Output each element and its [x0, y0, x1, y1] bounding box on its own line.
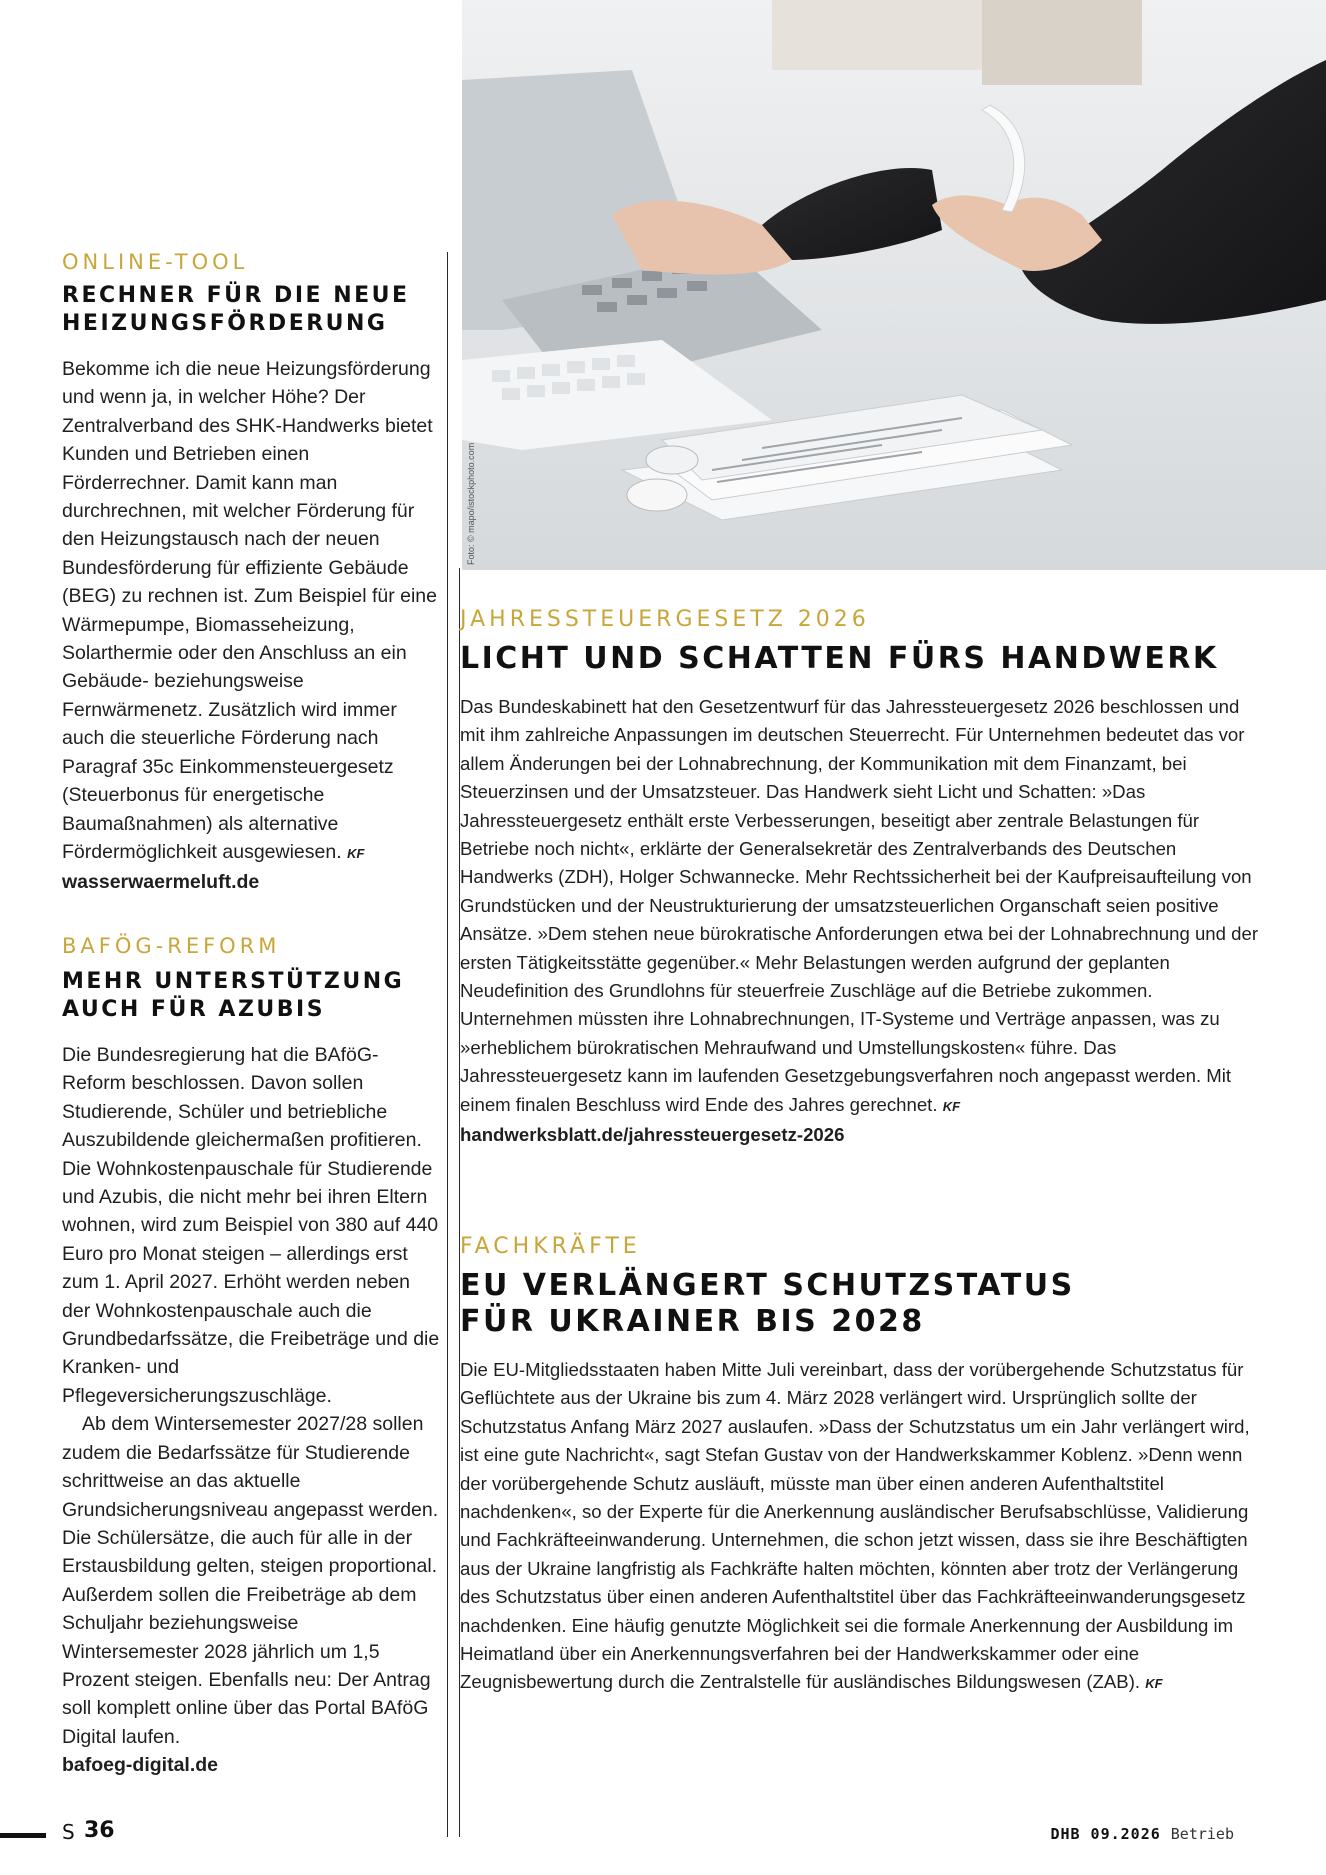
section-name: Betrieb	[1170, 1825, 1234, 1843]
column-divider-left	[447, 252, 448, 1837]
article-body: Die EU-Mitgliedsstaaten haben Mitte Juli vereinbart, dass der vorübergehende Schutzstatus für Geflüchtete aus der Ukraine bis zum 4. März 2028 verlängert wird. Ursprünglich sollte der Schutzstatus Anfang März 2027 auslaufen. »Dass der Schutzstatus um ein Jahr verlängert wird, ist eine gute Nachricht«, sagt Stefan Gustav von der Handwerkskammer Koblenz. »Denn wenn der vorübergehende Schutz ausläuft, müsste man über einen anderen Aufenthaltstitel nachdenken«, so der Experte für die Anerkennung ausländischer Berufsabschlüsse, Validierung und Fachkräfteeinwanderung. Unternehmen, die schon jetzt wissen, dass sie ihre Beschäftigten aus der Ukraine langfristig als Fachkräfte halten möchten, könnten aber trotz der Verlängerung des Schutzstatus über einen anderen Aufenthaltstitel über das Fachkräfteeinwanderungsgesetz nachdenken. Eine häufig genutzte Möglichkeit sei die formale Anerkennung der Ausbildung im Heimatland über ein Anerkennungsverfahren bei der Handwerkskammer oder eine Zeugnisbewertung durch die Zentralstelle für ausländisches Bildungswesen (ZAB). KF	[460, 1359, 1250, 1693]
footer-bar	[0, 1833, 46, 1838]
photo-credit: Foto: © mapo/istockphoto.com	[466, 442, 476, 565]
page-prefix: S	[62, 1820, 75, 1844]
article-kicker: JAHRESSTEUERGESETZ 2026	[460, 607, 870, 632]
author-initials: KF	[347, 845, 365, 861]
article-headline: MEHR UNTERSTÜTZUNG AUCH FÜR AZUBIS	[62, 969, 405, 1022]
article-headline: EU VERLÄNGERT SCHUTZSTATUS FÜR UKRAINER BIS 2028	[460, 1268, 1075, 1339]
article-kicker: BAFÖG-REFORM	[62, 934, 281, 958]
article-link[interactable]: wasserwaermeluft.de	[62, 871, 260, 894]
article-headline: LICHT UND SCHATTEN FÜRS HANDWERK	[460, 641, 1219, 676]
footer-right	[1050, 1825, 1234, 1843]
article-kicker: ONLINE-TOOL	[62, 250, 249, 274]
page-number: 36	[84, 1818, 115, 1843]
magazine-issue: DHB 09.2026	[1050, 1825, 1161, 1843]
article-kicker: FACHKRÄFTE	[460, 1234, 641, 1259]
article-headline: RECHNER FÜR DIE NEUE HEIZUNGSFÖRDERUNG	[62, 283, 410, 336]
article-body: Bekomme ich die neue Heizungsförderung und wenn ja, in welcher Höhe? Der Zentralverband des SHK-Handwerks bietet Kunden und Betrieben einen Förderrechner. Damit kann man durchrechnen, mit welcher Förderung für den Heizungstausch nach der neuen Bundesförderung für effiziente Gebäude (BEG) zu rechnen ist. Zum Beispiel für eine Wärmepumpe, Biomasseheizung, Solarthermie oder den Anschluss an ein Gebäude- beziehungsweise Fernwärmenetz. Zusätzlich wird immer auch die steuerliche Förderung nach Paragraf 35c Einkommensteuergesetz (Steuerbonus für energetische Baumaßnahmen) als alternative Fördermöglichkeit ausgewiesen. KF wasserwaermeluft.de	[62, 355, 440, 897]
author-initials: KF	[1145, 1676, 1163, 1692]
photo-hands-calculator-receipts	[462, 0, 1326, 570]
author-initials: KF	[942, 1098, 961, 1114]
article-link[interactable]: handwerksblatt.de/jahressteuergesetz-2026	[460, 1124, 845, 1146]
article-link[interactable]: bafoeg-digital.de	[62, 1754, 218, 1777]
article-body: Die Bundesregierung hat die BAföG-Reform beschlossen. Davon sollen Studierende, Schüler und betriebliche Auszubildende gleichermaßen profitieren. Die Wohnkostenpauschale für Studierende und Azubis, die nicht mehr bei ihren Eltern wohnen, wird zum Beispiel von 380 auf 440 Euro pro Monat steigen – allerdings erst zum 1. April 2027. Erhöht werden neben der Wohnkostenpauschale auch die Grundbedarfssätze, die Freibeträge und die Kranken- und Pflegeversicherungszuschläge. Ab dem Wintersemester 2027/28 sollen zudem die Bedarfssätze für Studierende schrittweise an das aktuelle Grundsicherungsniveau angepasst werden. Die Schülersätze, die auch für alle in der Erstausbildung gelten, steigen proportional. Außerdem sollen die Freibeträge ab dem Schuljahr beziehungsweise Wintersemester 2028 jährlich um 1,5 Prozent steigen. Ebenfalls neu: Der Antrag soll komplett online über das Portal BAföG Digital laufen. bafoeg-digital.de	[62, 1041, 440, 1780]
article-photo	[462, 0, 1326, 570]
article-body: Das Bundeskabinett hat den Gesetzentwurf für das Jahressteuergesetz 2026 beschlossen und mit ihm zahlreiche Anpassungen im deutschen Steuerrecht. Für Unternehmen bedeutet das vor allem Änderungen bei der Lohnabrechnung, der Kommunikation mit dem Finanzamt, bei Steuerzinsen und der Umsatzsteuer. Das Handwerk sieht Licht und Schatten: »Das Jahressteuergesetz enthält erste Verbesserungen, beseitigt aber zentrale Belastungen für Betriebe noch nicht«, erklärte der Generalsekretär des Zentralverbands des Deutschen Handwerks (ZDH), Holger Schwannecke. Mehr Rechtssicherheit bei der Kaufpreisaufteilung von Grundstücken und der Neustrukturierung der umsatzsteuerlichen Organschaft seien positive Ansätze. »Dem stehen neue bürokratische Anforderungen etwa bei der Lohnabrechnung und der ersten Tätigkeitsstätte gegenüber.« Mehr Belastungen werden aufgrund der geplanten Neudefinition des Grundlohns für steuerfreie Zuschläge auf die Betriebe zukommen. Unternehmen müssten ihre Lohnabrechnungen, IT-Systeme und Verträge anpassen, was zu »erheblichem bürokratischen Mehraufwand und Umstellungskosten« führe. Das Jahressteuergesetz kann im laufenden Gesetzgebungsverfahren noch angepasst werden. Mit einem finalen Beschluss wird Ende des Jahres gerechnet. KF handwerksblatt.de/jahressteuergesetz-2026	[460, 693, 1260, 1150]
